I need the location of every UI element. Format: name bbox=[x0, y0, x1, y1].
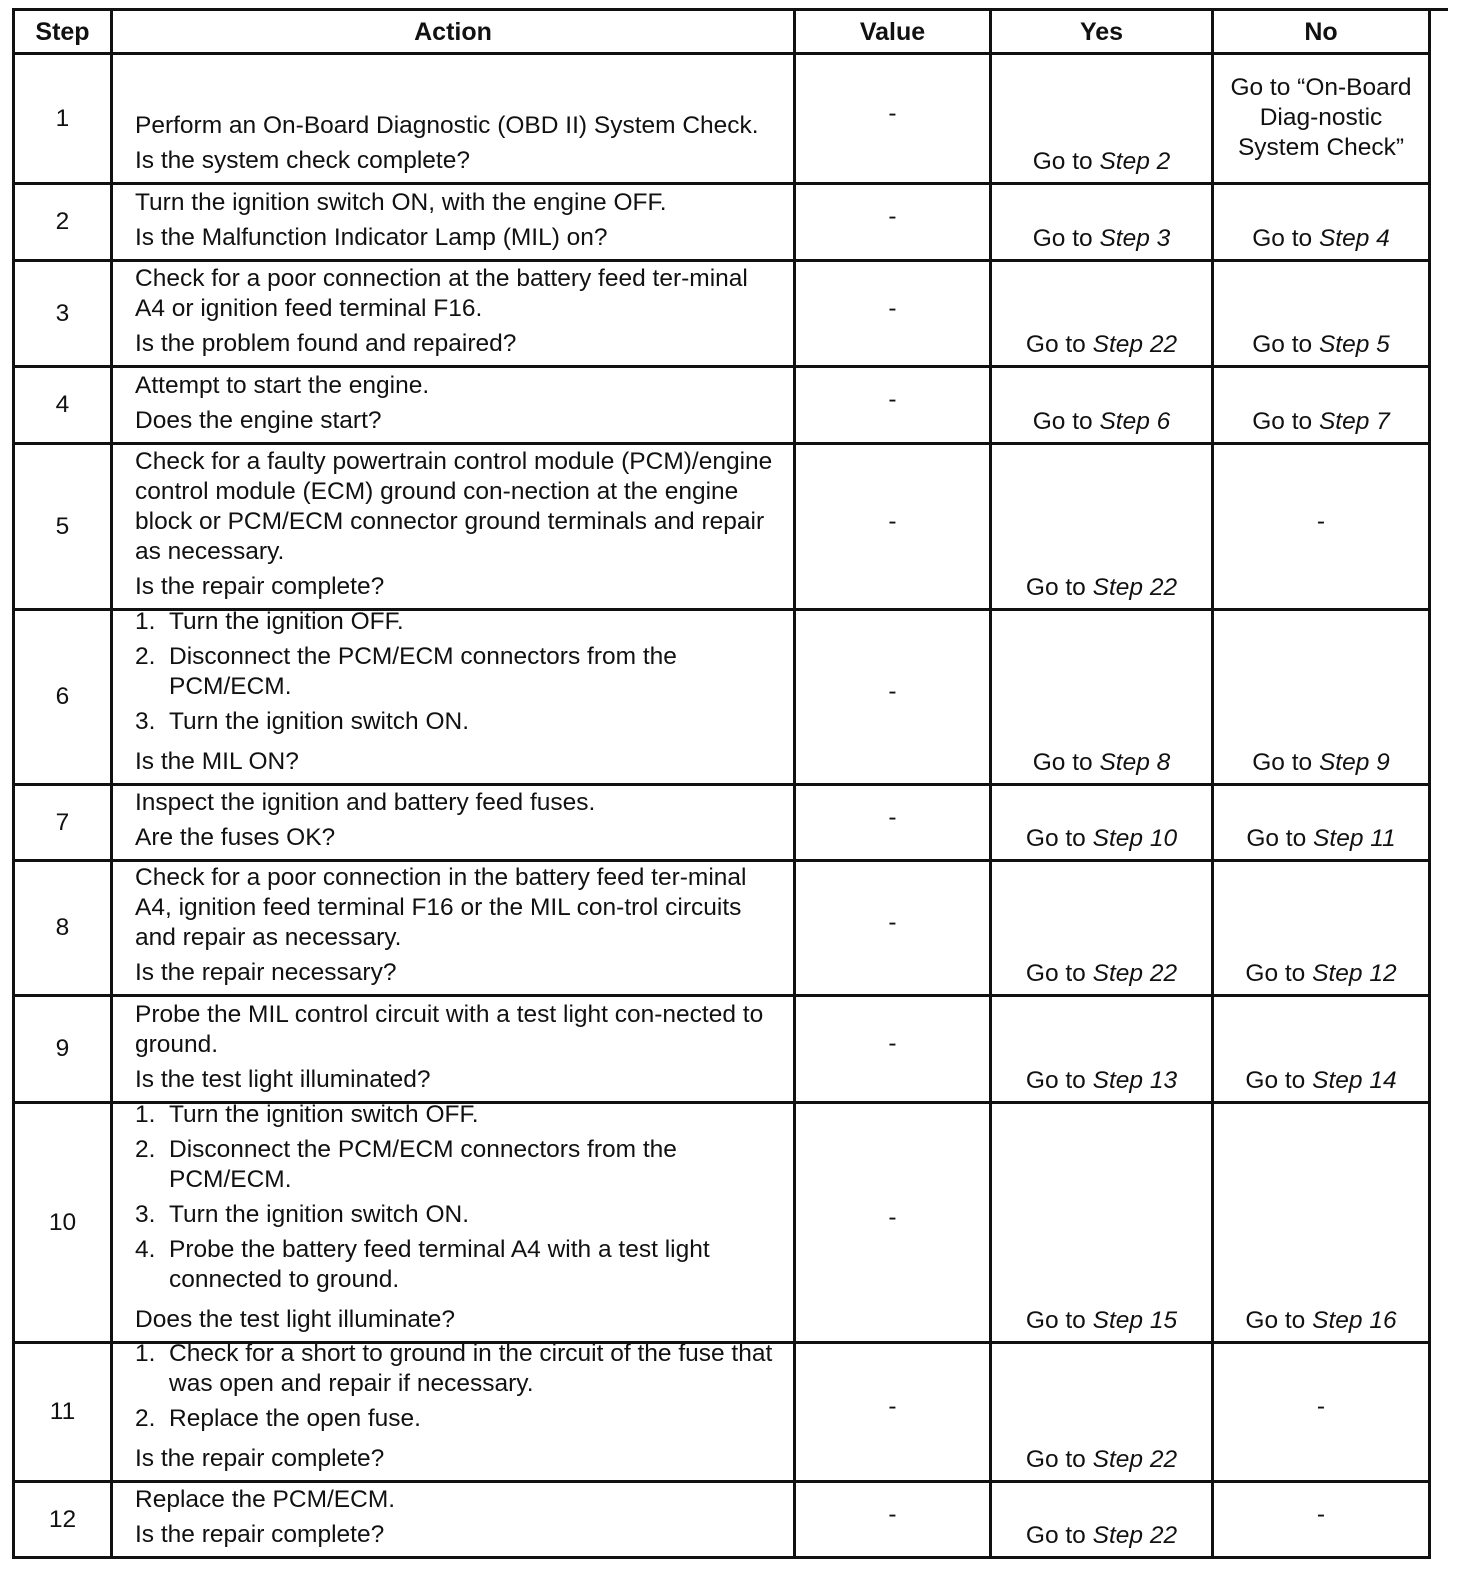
yes-prefix: Go to bbox=[1032, 408, 1100, 435]
action-text: Check for a poor connection in the battery feed ter-minal A4, ignition feed terminal F16 or the MIL con-trol circuits and repair as necessary. bbox=[135, 864, 747, 951]
action-question: Is the repair necessary? bbox=[135, 959, 397, 986]
no-prefix: Go to bbox=[1245, 960, 1313, 987]
value-cell: - bbox=[796, 368, 992, 445]
value-cell: - bbox=[796, 1344, 992, 1483]
action-cell bbox=[113, 1483, 796, 1559]
no-value: - bbox=[1316, 1500, 1326, 1528]
step-number-cell: 5 bbox=[15, 445, 113, 611]
yes-step-ref: Step 22 bbox=[1092, 331, 1178, 358]
action-text: Perform an On-Board Diagnostic (OBD II) System Check. bbox=[135, 112, 759, 139]
action-step-item bbox=[135, 1344, 773, 1399]
no-step-ref: Step 12 bbox=[1312, 960, 1397, 987]
no-link[interactable] bbox=[1252, 330, 1390, 360]
yes-cell bbox=[992, 1483, 1214, 1559]
no-cell bbox=[1214, 1344, 1431, 1483]
no-step-ref: Step 14 bbox=[1312, 1067, 1397, 1094]
action-step-item bbox=[135, 1104, 773, 1130]
no-link[interactable] bbox=[1245, 1066, 1396, 1096]
no-link[interactable] bbox=[1245, 959, 1396, 989]
action-cell bbox=[113, 786, 796, 862]
action-step-text: Turn the ignition switch ON. bbox=[169, 708, 470, 735]
yes-step-ref: Step 22 bbox=[1092, 1446, 1178, 1473]
action-text: Turn the ignition switch ON, with the engine OFF. bbox=[135, 189, 667, 216]
action-text: Check for a faulty powertrain control module (PCM)/engine control module (ECM) ground con-nection at the engine block or PCM/ECM connector ground terminals and repair as necessary. bbox=[135, 448, 773, 565]
action-step-number: 1. bbox=[135, 611, 156, 635]
action-question: Is the repair complete? bbox=[135, 573, 385, 600]
no-link[interactable] bbox=[1246, 824, 1395, 854]
yes-cell bbox=[992, 997, 1214, 1104]
no-prefix: Go to bbox=[1252, 225, 1319, 252]
action-step-number: 3. bbox=[135, 1201, 156, 1228]
yes-step-ref: Step 10 bbox=[1092, 825, 1178, 852]
yes-step-ref: Step 22 bbox=[1092, 960, 1178, 987]
yes-cell bbox=[992, 1344, 1214, 1483]
value-cell: - bbox=[796, 997, 992, 1104]
action-steps-list bbox=[135, 611, 773, 742]
no-cell bbox=[1214, 1104, 1431, 1344]
no-step-ref: Step 5 bbox=[1318, 331, 1390, 358]
header-value: Value bbox=[796, 11, 992, 55]
yes-link[interactable] bbox=[1026, 1521, 1177, 1551]
no-link[interactable] bbox=[1252, 748, 1390, 778]
no-prefix: Go to bbox=[1252, 331, 1319, 358]
step-number-cell: 11 bbox=[15, 1344, 113, 1483]
no-value: - bbox=[1316, 507, 1326, 535]
action-cell bbox=[113, 997, 796, 1104]
step-number-cell: 8 bbox=[15, 862, 113, 997]
yes-link[interactable] bbox=[1026, 824, 1177, 854]
action-cell bbox=[113, 185, 796, 262]
value-cell: - bbox=[796, 262, 992, 368]
yes-prefix: Go to bbox=[1025, 331, 1093, 358]
action-text: Probe the MIL control circuit with a test light con-nected to ground. bbox=[135, 1001, 764, 1058]
header-step: Step bbox=[15, 11, 113, 55]
action-cell bbox=[113, 1104, 796, 1344]
action-step-number: 3. bbox=[135, 708, 156, 735]
yes-link[interactable] bbox=[1026, 330, 1177, 360]
yes-cell bbox=[992, 862, 1214, 997]
action-step-item bbox=[135, 642, 773, 702]
action-step-number: 1. bbox=[135, 1104, 156, 1128]
header-action: Action bbox=[113, 11, 796, 55]
no-step-ref: Step 4 bbox=[1318, 225, 1390, 252]
no-link[interactable] bbox=[1252, 407, 1390, 437]
yes-link[interactable] bbox=[1033, 407, 1171, 437]
action-question: Does the test light illuminate? bbox=[135, 1306, 456, 1333]
yes-step-ref: Step 22 bbox=[1092, 574, 1178, 601]
yes-cell bbox=[992, 185, 1214, 262]
action-step-text: Turn the ignition switch OFF. bbox=[169, 1104, 479, 1128]
yes-cell bbox=[992, 1104, 1214, 1344]
action-step-text: Disconnect the PCM/ECM connectors from the PCM/ECM. bbox=[169, 643, 677, 700]
no-cell bbox=[1214, 786, 1431, 862]
yes-cell bbox=[992, 55, 1214, 185]
yes-link[interactable] bbox=[1033, 748, 1171, 778]
no-prefix: Go to bbox=[1252, 749, 1319, 776]
action-cell bbox=[113, 862, 796, 997]
action-step-text: Turn the ignition OFF. bbox=[169, 611, 404, 635]
yes-prefix: Go to bbox=[1025, 574, 1093, 601]
step-number-cell: 6 bbox=[15, 611, 113, 786]
diagnostic-table bbox=[12, 8, 1448, 1559]
no-cell bbox=[1214, 445, 1431, 611]
value-cell: - bbox=[796, 445, 992, 611]
no-cell bbox=[1214, 1483, 1431, 1559]
yes-link[interactable] bbox=[1033, 224, 1171, 254]
step-number-cell: 1 bbox=[15, 55, 113, 185]
no-step-ref: Step 16 bbox=[1312, 1307, 1397, 1334]
action-step-text: Probe the battery feed terminal A4 with a test light connected to ground. bbox=[169, 1236, 710, 1293]
yes-prefix: Go to bbox=[1025, 1067, 1093, 1094]
value-cell: - bbox=[796, 55, 992, 185]
yes-link[interactable] bbox=[1026, 1445, 1177, 1475]
no-cell bbox=[1214, 997, 1431, 1104]
action-question: Is the repair complete? bbox=[135, 1521, 385, 1548]
step-number-cell: 9 bbox=[15, 997, 113, 1104]
action-question: Is the repair complete? bbox=[135, 1445, 385, 1472]
yes-prefix: Go to bbox=[1025, 1446, 1093, 1473]
yes-step-ref: Step 8 bbox=[1099, 749, 1171, 776]
no-step-ref: Step 7 bbox=[1318, 408, 1390, 435]
action-step-text: Check for a short to ground in the circuit of the fuse that was open and repair if necessary. bbox=[169, 1344, 773, 1397]
action-cell bbox=[113, 368, 796, 445]
action-question: Is the system check complete? bbox=[135, 147, 470, 174]
action-step-text: Replace the open fuse. bbox=[169, 1405, 421, 1432]
yes-prefix: Go to bbox=[1032, 749, 1100, 776]
yes-prefix: Go to bbox=[1025, 1522, 1093, 1549]
action-question: Is the test light illuminated? bbox=[135, 1066, 431, 1093]
yes-step-ref: Step 15 bbox=[1092, 1307, 1178, 1334]
yes-step-ref: Step 22 bbox=[1092, 1522, 1178, 1549]
yes-cell bbox=[992, 786, 1214, 862]
action-step-item bbox=[135, 1135, 773, 1195]
no-step-ref: Step 9 bbox=[1318, 749, 1390, 776]
action-cell bbox=[113, 262, 796, 368]
yes-link[interactable] bbox=[1026, 1306, 1177, 1336]
no-step-ref: Step 11 bbox=[1313, 825, 1396, 852]
no-link[interactable] bbox=[1252, 224, 1390, 254]
yes-prefix: Go to bbox=[1032, 148, 1100, 175]
yes-step-ref: Step 3 bbox=[1099, 225, 1171, 252]
yes-cell bbox=[992, 611, 1214, 786]
no-link[interactable] bbox=[1245, 1306, 1396, 1336]
action-step-item bbox=[135, 707, 773, 737]
value-cell: - bbox=[796, 611, 992, 786]
step-number-cell: 3 bbox=[15, 262, 113, 368]
step-number-cell: 4 bbox=[15, 368, 113, 445]
no-prefix: Go to bbox=[1245, 1067, 1313, 1094]
yes-cell bbox=[992, 368, 1214, 445]
action-cell bbox=[113, 445, 796, 611]
no-value: - bbox=[1316, 1393, 1326, 1420]
no-link[interactable]: Go to “On-Board Diag-nostic System Check” bbox=[1230, 73, 1412, 161]
action-step-item bbox=[135, 1404, 773, 1434]
yes-link[interactable] bbox=[1026, 959, 1177, 989]
action-step-item bbox=[135, 1235, 773, 1295]
action-text: Attempt to start the engine. bbox=[135, 372, 430, 399]
header-no: No bbox=[1214, 11, 1431, 55]
action-step-number: 2. bbox=[135, 1405, 156, 1432]
action-question: Is the problem found and repaired? bbox=[135, 330, 517, 357]
no-cell bbox=[1214, 611, 1431, 786]
value-cell: - bbox=[796, 862, 992, 997]
action-step-item bbox=[135, 611, 773, 637]
yes-link[interactable] bbox=[1026, 1066, 1177, 1096]
action-step-number: 2. bbox=[135, 643, 156, 670]
step-number-cell: 12 bbox=[15, 1483, 113, 1559]
action-step-number: 2. bbox=[135, 1136, 156, 1163]
action-step-item bbox=[135, 1200, 773, 1230]
action-text: Check for a poor connection at the battery feed ter-minal A4 or ignition feed terminal F16. bbox=[135, 265, 748, 322]
yes-link[interactable] bbox=[1033, 147, 1171, 177]
yes-prefix: Go to bbox=[1032, 225, 1100, 252]
action-cell bbox=[113, 611, 796, 786]
no-prefix: Go to bbox=[1245, 1307, 1313, 1334]
yes-step-ref: Step 2 bbox=[1099, 148, 1171, 175]
value-cell: - bbox=[796, 185, 992, 262]
no-cell bbox=[1214, 368, 1431, 445]
action-cell bbox=[113, 1344, 796, 1483]
action-step-number: 1. bbox=[135, 1344, 156, 1367]
action-step-text: Turn the ignition switch ON. bbox=[169, 1201, 470, 1228]
yes-step-ref: Step 6 bbox=[1099, 408, 1171, 435]
no-cell bbox=[1214, 262, 1431, 368]
value-cell: - bbox=[796, 786, 992, 862]
yes-cell bbox=[992, 262, 1214, 368]
value-cell: - bbox=[796, 1483, 992, 1559]
action-text: Inspect the ignition and battery feed fuses. bbox=[135, 789, 596, 816]
action-steps-list bbox=[135, 1104, 773, 1300]
action-question: Are the fuses OK? bbox=[135, 824, 336, 851]
no-cell bbox=[1214, 55, 1431, 185]
action-step-text: Disconnect the PCM/ECM connectors from the PCM/ECM. bbox=[169, 1136, 677, 1193]
no-cell bbox=[1214, 862, 1431, 997]
yes-prefix: Go to bbox=[1025, 960, 1093, 987]
yes-prefix: Go to bbox=[1025, 825, 1093, 852]
action-step-number: 4. bbox=[135, 1236, 156, 1263]
yes-prefix: Go to bbox=[1025, 1307, 1093, 1334]
action-text: Replace the PCM/ECM. bbox=[135, 1486, 396, 1513]
step-number-cell: 2 bbox=[15, 185, 113, 262]
action-cell bbox=[113, 55, 796, 185]
no-cell bbox=[1214, 185, 1431, 262]
no-prefix: Go to bbox=[1246, 825, 1314, 852]
step-number-cell: 10 bbox=[15, 1104, 113, 1344]
action-steps-list bbox=[135, 1344, 773, 1439]
action-question: Is the Malfunction Indicator Lamp (MIL) on? bbox=[135, 224, 608, 251]
header-yes: Yes bbox=[992, 11, 1214, 55]
action-question: Is the MIL ON? bbox=[135, 748, 299, 775]
action-question: Does the engine start? bbox=[135, 407, 382, 434]
yes-cell bbox=[992, 445, 1214, 611]
step-number-cell: 7 bbox=[15, 786, 113, 862]
value-cell: - bbox=[796, 1104, 992, 1344]
yes-step-ref: Step 13 bbox=[1092, 1067, 1178, 1094]
no-prefix: Go to bbox=[1252, 408, 1319, 435]
yes-link[interactable] bbox=[1026, 573, 1177, 603]
